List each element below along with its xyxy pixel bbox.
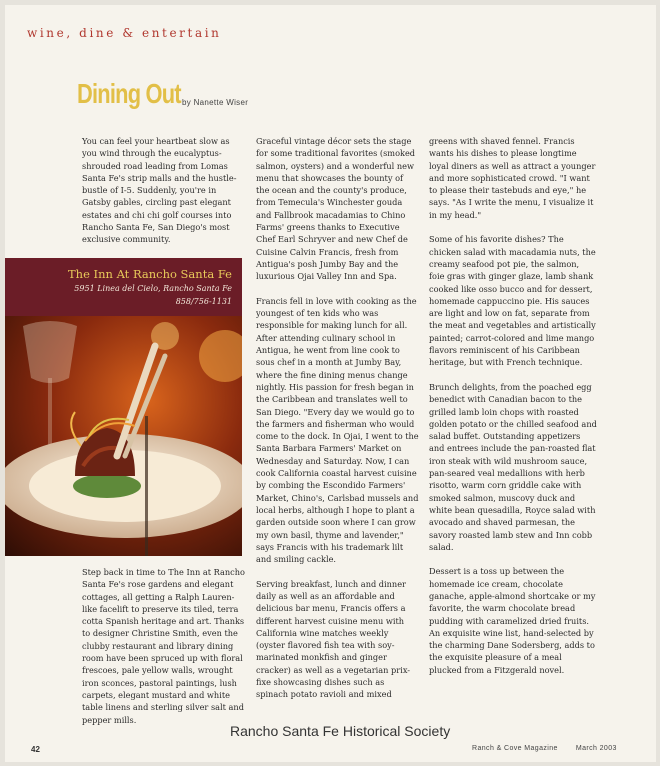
page-number: 42 [31,745,40,754]
column-3 [429,135,597,688]
restaurant-phone: 858/756-1131 [175,297,232,306]
column-2 [256,135,419,713]
issue-date: March 2003 [575,745,617,752]
restaurant-info-box [5,258,242,316]
footer-info [472,745,617,752]
restaurant-address: 5951 Linea del Cielo, Rancho Santa Fe [74,284,232,293]
magazine-name: Ranch & Cove Magazine [472,745,558,752]
article-byline: by Nanette Wiser [182,98,249,107]
paragraph: Step back in time to The Inn at Rancho Santa Fe's rose gardens and elegant cottages, all getting a Ralph Lauren-like facelift to preserve its tiled, terra cotta Spanish heritage and art. Thanks to designer Christine Smith, even the clubby restaurant and library dining room have been spruced up with floral frescoes, pale yellow walls, wrought iron sconces, pastoral paintings, lush carpets, elegant mustard and white table linens and sterling silver salt and pepper mills. [82,567,245,725]
section-header: wine, dine & entertain [27,26,222,40]
paragraph: Brunch delights, from the poached egg benedict with Canadian bacon to the grilled lamb loin chops with roasted golden potato or the chilled seafood and salad buffet. Outstanding appetizers and entrees include the pan-roasted flat iron steak with wild mushroom sauce, pan-seared veal medallions with herb risotto, warm corn griddle cake with smoked salmon, muscovy duck and white bean quesadilla, Royce salad with avocado and shaved parmesan, the savory roasted lamb stew and Inn cobb salad. [429,381,597,552]
paragraph: Serving breakfast, lunch and dinner daily as well as an affordable and delicious bar menu, Francis offers a different harvest cuisine menu with California wine matches weekly (oyster flavored fish tea with soy-marinated monkfish and ginger cracker) as well as a vegetarian prix-fixe showcasing dishes such as spinach potato ravioli and mixed [256,578,411,700]
column-1-top [82,135,242,258]
dish-photo-illustration [5,316,242,556]
dish-photo [5,316,242,556]
paragraph: You can feel your heartbeat slow as you wind through the eucalyptus-shrouded road leading from Lomas Santa Fe's strip malls and the hustle-bustle of I-5. Suddenly, you're in Gatsby gables, circling past elegant estates and chi chi golf courses into Rancho Santa Fe, San Diego's most exclusive community. [82,136,237,245]
paragraph: Graceful vintage décor sets the stage for some traditional favorites (smoked salmon, oysters) and a wonderful new menu that showcases the bounty of the ocean and the county's produce, from Temecula's Winchester gouda and Fallbrook macadamias to Chino Farms' greens thanks to Executive Chef Earl Schryver and new Chef de Cuisine Calvin Francis, fresh from Antigua's posh Jumby Bay and the luxurious Ojai Valley Inn and Spa. [256,136,416,282]
restaurant-name: The Inn At Rancho Santa Fe [68,267,232,281]
column-1-bottom [82,566,247,738]
watermark: Rancho Santa Fe Historical Society [230,723,451,739]
article-title: Dining Out [77,78,181,109]
paragraph: Francis fell in love with cooking as the youngest of ten kids who was responsible for making lunch for all. After attending culinary school in Antigua, he went from line cook to sous chef in a month at Jumby Bay, where the fine dining menus change nightly. His passion for fresh began in the Caribbean and translates well to San Diego. "Every day we would go to the farmers and fisherman who would come to the dock. In Ojai, I went to the Santa Barbara Farmers' Market on Wednesday and Saturday. Now, I can cook California coastal harvest cuisine by combing the Escondido Farmers' Market, Chino's, Carlsbad mussels and local herbs, although I hope to plant a garden outside soon where I can grow my own basil, thyme and lavender," says Francis with his trademark lilt and smiling cackle. [256,295,419,565]
paragraph: Some of his favorite dishes? The chicken salad with macadamia nuts, the creamy seafood pot pie, the salmon, foie gras with ginger glaze, lamb shank cooked like osso bucco and for dessert, homemade cappuccino pie. His sauces are light and low on fat, separate from the meat and vegetables and artistically painted; carrot-colored and lime mango flavors reminiscent of his Caribbean heritage, but with French technique. [429,234,596,368]
paragraph: Dessert is a toss up between the homemade ice cream, chocolate ganache, apple-almond shortcake or my favorite, the warm chocolate bread pudding with caramelized dried fruits. An exquisite wine list, hand-selected by the charming Dane Sodersberg, adds to the exquisite pleasure of a meal plucked from a Fitzgerald novel. [429,566,596,675]
magazine-page [5,5,656,762]
paragraph: greens with shaved fennel. Francis wants his dishes to please longtime loyal diners as well as attract a younger and more sophisticated crowd. "I want to please their tastebuds and eye," he says. "As I write the menu, I visualize it in my head." [429,136,596,220]
